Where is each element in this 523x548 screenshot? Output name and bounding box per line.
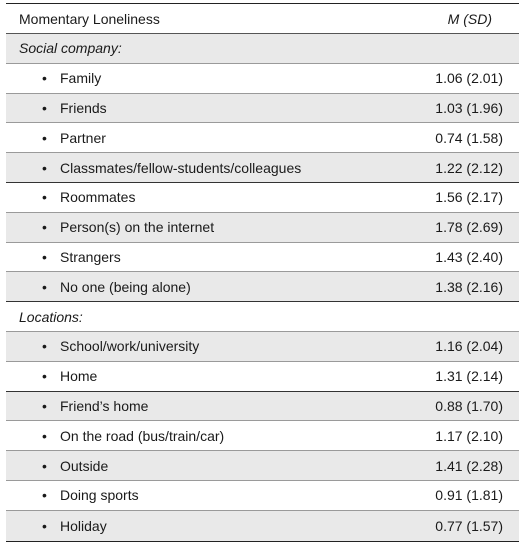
bullet-icon: • (42, 457, 47, 474)
row-value: 1.43 (2.40) (435, 248, 503, 265)
header-label: Momentary Loneliness (19, 10, 160, 27)
row-value: 0.91 (1.81) (435, 487, 503, 504)
loneliness-table (6, 3, 519, 542)
row-value: 1.56 (2.17) (435, 189, 503, 206)
row-value: 1.31 (2.14) (435, 368, 503, 385)
bullet-icon: • (42, 487, 47, 504)
bullet-icon: • (42, 278, 47, 295)
row-label: Person(s) on the internet (60, 219, 215, 236)
bullet-icon: • (42, 248, 47, 265)
row-value: 1.16 (2.04) (435, 338, 503, 355)
row-value: 1.78 (2.69) (435, 219, 503, 236)
row-value: 1.38 (2.16) (435, 278, 503, 295)
table-row (6, 362, 519, 392)
bullet-icon: • (42, 427, 47, 444)
row-label: Partner (60, 129, 106, 146)
bullet-icon: • (42, 189, 47, 206)
table-row (6, 332, 519, 362)
row-value: 1.22 (2.12) (435, 159, 503, 176)
table-row (6, 153, 519, 183)
row-label: Outside (60, 457, 109, 474)
row-label: Friend’s home (60, 397, 149, 414)
table-row (6, 213, 519, 243)
table-row (6, 94, 519, 124)
table-row (6, 64, 519, 94)
row-value: 1.03 (1.96) (435, 99, 503, 116)
table-row (6, 421, 519, 451)
row-label: Home (60, 368, 98, 385)
bullet-icon: • (42, 99, 47, 116)
table-row (6, 123, 519, 153)
row-value: 0.77 (1.57) (435, 517, 503, 534)
table-row (6, 183, 519, 213)
row-value: 1.06 (2.01) (435, 70, 503, 87)
bullet-icon: • (42, 338, 47, 355)
row-label: Strangers (60, 248, 121, 265)
table-row (6, 511, 519, 541)
section-title: Locations: (19, 308, 83, 325)
bullet-icon: • (42, 397, 47, 414)
row-label: No one (being alone) (60, 278, 191, 295)
table-row (6, 392, 519, 422)
row-label: Holiday (60, 517, 107, 534)
row-label: Classmates/fellow-students/colleagues (60, 159, 302, 176)
table-header-row (6, 4, 519, 34)
bullet-icon: • (42, 219, 47, 236)
table-row (6, 272, 519, 302)
table-row (6, 243, 519, 273)
row-label: Roommates (60, 189, 136, 206)
table-row (6, 481, 519, 511)
row-label: Friends (60, 99, 107, 116)
bullet-icon: • (42, 368, 47, 385)
row-value: 1.17 (2.10) (435, 427, 503, 444)
section-title-row (6, 34, 519, 64)
row-label: School/work/university (60, 338, 200, 355)
bullet-icon: • (42, 129, 47, 146)
bullet-icon: • (42, 517, 47, 534)
header-value: M (SD) (447, 10, 492, 27)
section-title: Social company: (19, 40, 122, 57)
bullet-icon: • (42, 70, 47, 87)
row-label: Family (60, 70, 102, 87)
row-label: On the road (bus/train/car) (60, 427, 225, 444)
bullet-icon: • (42, 159, 47, 176)
row-value: 0.88 (1.70) (435, 397, 503, 414)
row-value: 1.41 (2.28) (435, 457, 503, 474)
row-label: Doing sports (60, 487, 139, 504)
table-row (6, 451, 519, 481)
row-value: 0.74 (1.58) (435, 129, 503, 146)
section-title-row (6, 302, 519, 332)
